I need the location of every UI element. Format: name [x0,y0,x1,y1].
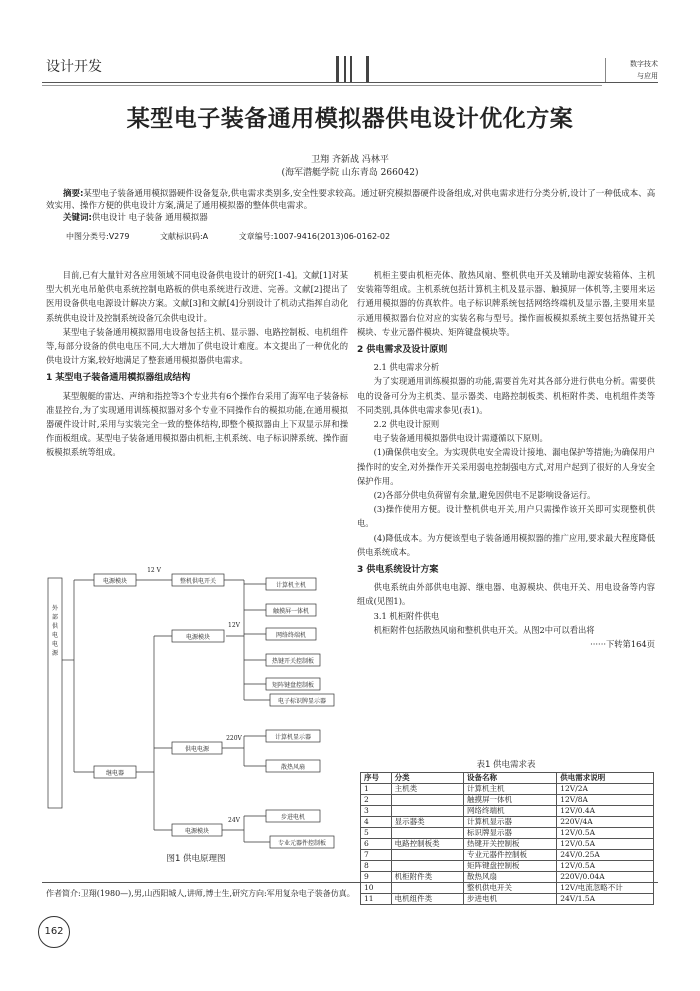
section-heading: 1 某型电子装备通用模拟器组成结构 [46,373,191,384]
relay-label: 继电器 [105,770,125,777]
main-switch-label: 整机供电开关 [179,578,217,585]
paragraph: (3)操作使用方便。设计整机供电开关,用户只需操作该开关即可实现整机供电。 [357,504,655,529]
footnote-rule [42,882,658,883]
paragraph: 供电系统由外部供电电源、继电器、电源模块、供电开关、用电设备等内容组成(见图1)。 [357,582,655,607]
external-power-char-1: 外 [51,605,59,612]
touch-screen-label: 触摸屏一体机 [272,608,310,615]
table-cell: 整机供电开关 [463,883,556,894]
table-cell: 24V/1.5A [557,894,654,905]
table-cell: 热键开关控制板 [463,839,556,850]
subsection-heading: 2.1 供电需求分析 [373,362,440,373]
voltage-24v: 24V [228,817,240,824]
paragraph: (4)降低成本。为方便该型电子装备通用模拟器的推广应用,要求最大程度降低供电系统成本。 [357,532,655,557]
host-label: 计算机主机 [275,582,307,589]
table-cell [391,795,463,806]
table-body [361,784,654,905]
table-cell: 1 [361,784,392,795]
table-cell [391,861,463,872]
power-module-2-label: 电源模块 [185,634,211,641]
journal-logo-line2: 与应用 [637,72,658,80]
authors: 卫翔 齐新战 冯林平 [311,155,389,165]
table-cell: 机柜附件类 [391,872,463,883]
table-cell: 触摸屏一体机 [463,795,556,806]
table-cell: 电路控制板类 [391,839,463,850]
table-cell: 12V/2A [557,784,654,795]
table-cell: 3 [361,806,392,817]
section-heading: 3 供电系统设计方案 [357,565,439,576]
table-row [361,828,654,839]
table-row [361,861,654,872]
table-cell: 220V/4A [557,817,654,828]
table-cell: 24V/0.25A [557,850,654,861]
id-display-label: 电子标识牌显示器 [277,698,327,705]
table-cell: 网络终端机 [463,806,556,817]
voltage-12v-top: 12 V [147,567,161,574]
table-cell: 8 [361,861,392,872]
power-module-1-label: 电源模块 [102,578,128,585]
abstract-text: 某型电子装备通用模拟器硬件设备复杂,供电需求类别多,安全性要求较高。通过研究模拟器硬件设备组成,对供电需求进行分类分析,设计了一种低成本、高效实用、操作方便的供电设计方案,满足了通用模拟器的整体供电需求。 [46,189,656,211]
external-power-char-3: 供 [51,623,59,630]
left-column [46,268,348,460]
paragraph: 为了实现通用训练模拟器的功能,需要首先对其各部分进行供电分析。需要供电的设备可分为主机类、显示器类、电路控制板类、机柜附件类、电机组件类等不同类别,具体供电需求参见(表1)。 [357,376,655,415]
external-power-char-4: 电 [51,632,59,639]
external-power-label [52,604,59,657]
abstract-label: 摘要: [63,189,84,199]
paragraph: 电子装备通用模拟器供电设计需遵循以下原则。 [373,433,548,444]
table-cell: 计算机显示器 [463,817,556,828]
power-demand-table [360,772,654,905]
voltage-12v-mid: 12V [228,622,240,629]
table-title: 表1 供电需求表 [476,760,536,770]
keywords-text: 供电设计 电子装备 通用模拟器 [91,213,208,223]
table-cell: 10 [361,883,392,894]
continued-note: ······下转第164页 [590,639,655,650]
page-number: 162 [38,916,70,948]
external-power-char-5: 电 [51,641,59,648]
paragraph: (1)确保供电安全。为实现供电安全需设计接地、漏电保护等措施;为确保用户操作时的安全,对外操作开关采用弱电控制强电方式,对用户起到了很好的人身安全保护作用。 [357,447,655,486]
abstract [46,188,656,212]
subsection-heading: 2.2 供电设计原则 [373,419,440,430]
table-cell: 7 [361,850,392,861]
paragraph: 某型舰艇的雷达、声纳和指控等3个专业共有6个操作台采用了海军电子装备标准显控台,为了实现通用训练模拟器对多个专业不同操作台的模拟功能,在通用模拟器硬件设计时,采用与实装完全一致的整体结构,即整个模拟器由上下双显示屏和操作面板组成。某型电子装备通用模拟器由机柜,主机系统、电子标识牌系统、操作面板模拟系统等组成。 [46,390,348,458]
header-decoration [336,56,376,82]
table-cell: 显示器类 [391,817,463,828]
author-footnote: 作者简介:卫翔(1980—),男,山西阳城人,讲师,博士生,研究方向:军用复杂电子装备仿真。 [46,889,355,898]
voltage-220v: 220V [226,735,242,742]
header-rule-thin [42,85,602,86]
section-tag: 设计开发 [46,59,102,75]
table-cell: 12V/0.5A [557,839,654,850]
external-power-char-6: 源 [51,650,59,657]
table-cell [391,806,463,817]
paragraph: (2)各部分供电负荷留有余量,避免因供电不足影响设备运行。 [373,490,596,501]
paragraph: 机柜主要由机柜壳体、散热风扇、整机供电开关及辅助电源安装箱体、主机安装箱等组成。主机系统包括计算机主机及显示器、触摸屏一体机等,主要用来运行通用模拟器的仿真软件。电子标识牌系统包括网络终端机及显示器,主要用来显示通用模拟器台位对应的实装名称与型号。操作面板模拟系统主要包括热键开关模块、专业元器件模块、矩阵键盘模块等。 [357,270,655,337]
power-diagram [44,560,354,860]
table-header-cell: 序号 [361,773,392,784]
table-row [361,817,654,828]
table-row [361,795,654,806]
power-module-3-label: 电源模块 [184,828,210,835]
table-cell: 12V/0.4A [557,806,654,817]
table-cell: 5 [361,828,392,839]
table-cell: 12V/0.5A [557,828,654,839]
subsection-heading: 3.1 机柜附件供电 [373,610,440,621]
article-title: 某型电子装备通用模拟器供电设计优化方案 [126,106,574,132]
paragraph: 机柜附件包括散热风扇和整机供电开关。从图2中可以看出将 [373,624,595,635]
table-cell: 散热风扇 [463,872,556,883]
table-cell: 主机类 [391,784,463,795]
classification-line [66,231,666,242]
table-row [361,850,654,861]
table-cell: 12V/8A [557,795,654,806]
paragraph: 目前,已有大量针对各应用领域不同电设备供电设计的研究[1-4]。文献[1]对某型大机光电吊舱供电系统控制电路板的供电系统进行改进、完善。文献[2]提出了医用设备供电电源设计解决方案。文献[3]和文献[4]分别设计了机动式指挥自动化系统供电设计及控制系统设备冗余供电设计。 [46,270,348,323]
power-supply-label: 供电电源 [184,746,210,753]
journal-logo-line1: 数字技术 [630,60,658,68]
table-cell [391,828,463,839]
motor-label: 步进电机 [280,814,306,821]
abstract-block [46,188,656,224]
article-number: 文章编号:1007-9416(2013)06-0162-02 [238,232,391,241]
affiliation: (海军潜艇学院 山东青岛 266042) [281,168,419,178]
right-column [357,268,655,651]
table-cell: 2 [361,795,392,806]
table-cell: 专业元器件控制板 [463,850,556,861]
fan-label: 散热风扇 [280,764,306,771]
paragraph: 某型电子装备通用模拟器用电设备包括主机、显示器、电路控制板、电机组件等,每部分设备的供电电压不同,大大增加了供电设计难度。本文提出了一种优化的供电设计方案,较好地满足了整套通用模拟器供电需求。 [46,326,348,366]
table-cell [391,850,463,861]
table-cell: 电机组件类 [391,894,463,905]
table-cell: 矩阵键盘控制板 [463,861,556,872]
figure-caption: 图1 供电原理图 [166,854,226,864]
table-row [361,839,654,850]
table-cell: 12V/0.5A [557,861,654,872]
table-cell: 4 [361,817,392,828]
table-row [361,872,654,883]
table-header-cell: 分类 [391,773,463,784]
keywords [46,212,656,224]
table-header-cell: 设备名称 [463,773,556,784]
hotkey-board-label: 热键开关控制板 [271,658,315,665]
external-power-char-2: 部 [51,614,59,621]
table-cell: 计算机主机 [463,784,556,795]
table-cell: 9 [361,872,392,883]
clc-number: 中图分类号:V279 [66,232,130,241]
table-cell: 6 [361,839,392,850]
external-power-box [48,578,62,808]
section-heading: 2 供电需求及设计原则 [357,345,448,356]
table-row [361,806,654,817]
table-cell: 标识牌显示器 [463,828,556,839]
keywords-label: 关键词: [63,213,92,223]
table-cell: 12V/电流忽略不计 [557,883,654,894]
table-header-row [361,773,654,784]
component-board-label: 专业元器件控制板 [277,840,327,847]
journal-logo [605,58,658,82]
terminal-label: 网络终端机 [275,632,307,639]
table-row [361,784,654,795]
table-header-cell: 供电需求说明 [557,773,654,784]
header-rule [42,82,658,83]
document-code: 文献标识码:A [159,232,209,241]
matrix-board-label: 矩阵键盘控制板 [271,682,315,689]
table-cell: 11 [361,894,392,905]
table-cell: 220V/0.04A [557,872,654,883]
table-cell: 步进电机 [463,894,556,905]
display-label: 计算机显示器 [274,734,312,741]
